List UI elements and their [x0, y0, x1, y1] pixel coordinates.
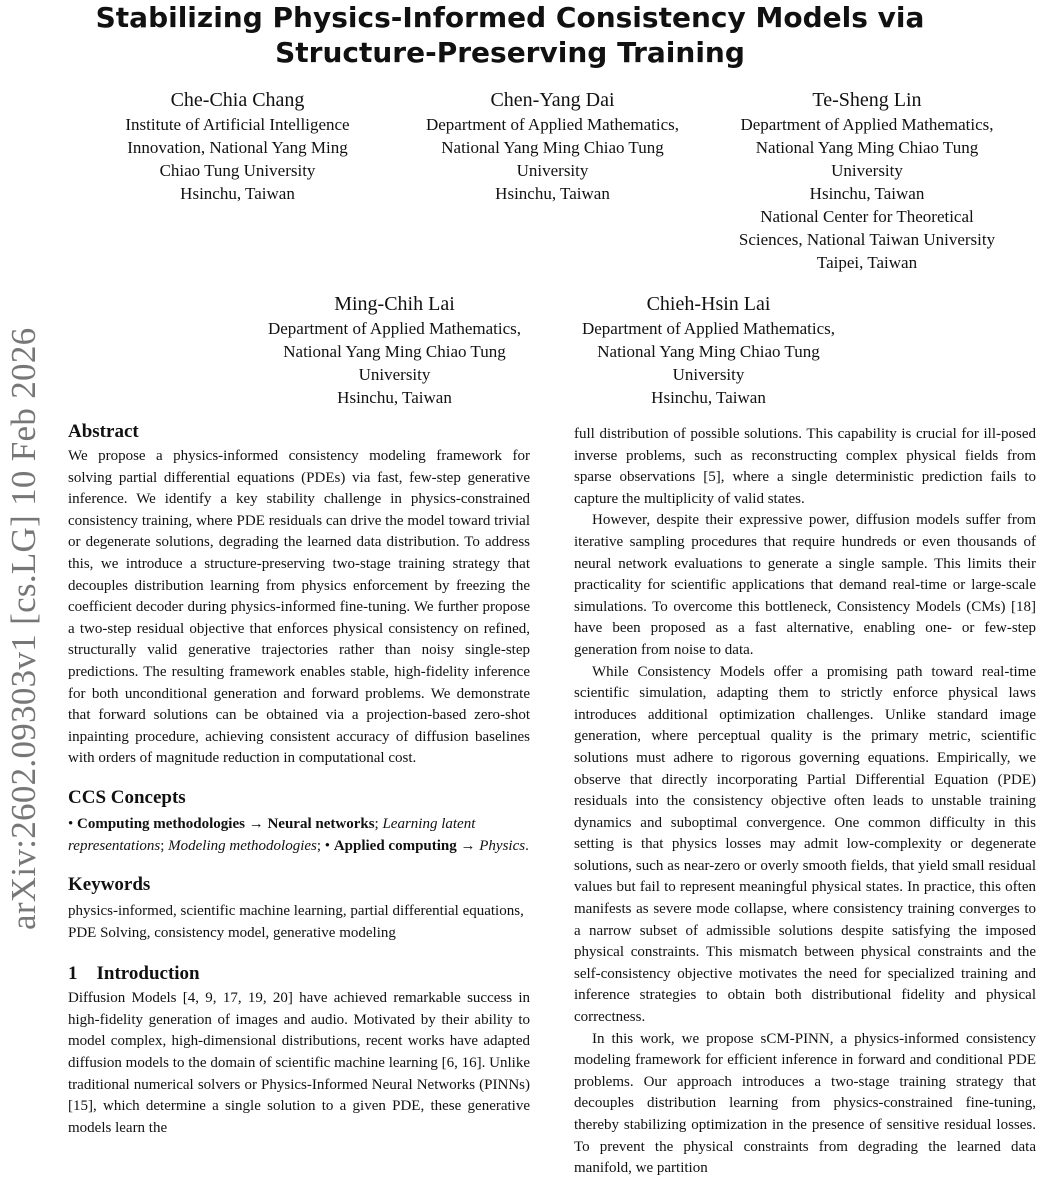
ccs-concept: Modeling methodologies [168, 837, 317, 854]
affiliation-line: Department of Applied Mathematics, [740, 115, 994, 134]
keywords-text: physics-informed, scientific machine learning, partial differential equations, PDE Solving, consistency model, generative modeling [68, 903, 524, 941]
author-block-5 [556, 292, 861, 409]
author-name: Chieh-Hsin Lai [646, 293, 771, 315]
ccs-bullet: • [68, 815, 74, 832]
author-name: Te-Sheng Lin [812, 89, 922, 111]
author-block-3 [712, 88, 1022, 274]
affiliation-line: Taipei, Taiwan [816, 253, 918, 272]
affiliation-line: Hsinchu, Taiwan [809, 184, 925, 203]
body-paragraph: In this work, we propose sCM-PINN, a physics-informed consistency modeling framework for efficient inference in forward and conditional PDE problems. Our approach introduces a two-stage training strategy that decouples distribution learning from physics-constrained fine-tuning, thereby stabilizing optimization in the presence of sensitive residual losses. To prevent the physical constraints from degrading the learned data manifold, we partition [574, 1030, 1036, 1177]
introduction-heading: 1 Introduction [68, 963, 200, 985]
affiliation-line: University [831, 161, 903, 180]
affiliation-line: Hsinchu, Taiwan [495, 184, 610, 203]
paper-title [60, 0, 960, 70]
abstract-heading: Abstract [68, 421, 139, 442]
ccs-concept: Computing methodologies [77, 815, 245, 832]
ccs-concept: Learning latent representations [68, 815, 476, 854]
affiliation-line: University [672, 365, 745, 384]
ccs-concept: Applied computing [333, 837, 457, 854]
ccs-arrow: → [460, 837, 476, 854]
affiliation-line: Hsinchu, Taiwan [337, 388, 452, 407]
ccs-concept: Neural networks [267, 815, 375, 832]
affiliation-line: Institute of Artificial Intelligence [125, 115, 350, 134]
affiliation-line: National Center for Theoretical [760, 207, 974, 226]
left-column [68, 420, 530, 1139]
ccs-concepts [68, 814, 530, 857]
right-column [574, 424, 1036, 1180]
author-block-1 [100, 88, 375, 205]
author-block-4 [242, 292, 547, 409]
ccs-arrow: → [248, 815, 264, 832]
ccs-concept: Physics [479, 837, 526, 854]
affiliation-line: National Yang Ming Chiao Tung [441, 138, 664, 157]
ccs-separator: ; [316, 837, 322, 854]
author-name: Chen-Yang Dai [490, 89, 615, 111]
title-line-1: Stabilizing Physics-Informed Consistency Models via [95, 1, 925, 34]
keywords-heading: Keywords [68, 874, 151, 896]
affiliation-line: Department of Applied Mathematics, [267, 319, 522, 338]
ccs-separator: ; [374, 815, 379, 832]
author-name: Che-Chia Chang [170, 89, 305, 111]
intro-paragraph: Diffusion Models [4, 9, 17, 19, 20] have achieved remarkable success in high-fidelity generation of images and audio. Motivated by their ability to model complex, high-dimensional distributions, recent works have adapted diffusion models to the domain of scientific machine learning [6, 16]. Unlike traditional numerical solvers or Physics-Informed Neural Networks (PINNs) [15], which determine a single solution to a given PDE, these generative models learn the [68, 990, 530, 1136]
body-paragraph: While Consistency Models offer a promising path toward real-time scientific simulation, adapting them to strictly enforce physical laws introduces additional optimization challenges. Unlike standard image generation, where perceptual quality is the primary metric, scientific solutions must adhere to rigorous governing equations. Empirically, we observe that directly incorporating Partial Differential Equation (PDE) residuals into the consistency objective often leads to unstable training dynamics and suboptimal convergence. One common difficulty in this setting is that physics losses may admit low-complexity or degenerate solutions, such as near-zero or overly smooth fields, that yield small residual values but fail to represent meaningful physical states. In practice, this often manifests as severe mode collapse, where consistency training converges to a narrow subset of admissible solutions despite satisfying the imposed physical constraints. This mismatch between physical constraints and the self-consistency objective motivates the need for specialized training and inference strategies to obtain both distributional fidelity and physical correctness. [574, 663, 1036, 1026]
affiliation-line: Chiao Tung University [159, 161, 316, 180]
affiliation-line: National Yang Ming Chiao Tung [283, 342, 506, 361]
ccs-separator: ; [160, 837, 165, 854]
affiliation-line: National Yang Ming Chiao Tung [755, 138, 979, 157]
affiliation-line: University [358, 365, 431, 384]
ccs-bullet: • [324, 837, 331, 854]
arxiv-identifier: arXiv:2602.09303v1 [cs.LG] 10 Feb 2026 [4, 327, 43, 930]
ccs-heading: CCS Concepts [68, 786, 186, 808]
body-paragraph: full distribution of possible solutions. This capability is crucial for ill-posed inverse problems, such as reconstructing complex physical fields from sparse observations [5], where a single deterministic prediction fails to capture the multiplicity of valid states. [574, 426, 1036, 507]
author-name: Ming-Chih Lai [334, 293, 455, 315]
affiliation-line: Innovation, National Yang Ming [127, 138, 348, 157]
author-block-2 [400, 88, 705, 205]
affiliation-line: Hsinchu, Taiwan [180, 184, 295, 203]
abstract-text: We propose a physics-informed consistency modeling framework for solving partial differential equations (PDEs) via fast, few-step generative inference. We identify a key stability challenge in physics-constrained consistency training, where PDE residuals can drive the model toward trivial or degenerate solutions, degrading the learned data distribution. To address this, we introduce a structure-preserving two-stage training strategy that decouples distribution learning from physics enforcement by freezing the coefficient decoder during physics-informed fine-tuning. We further propose a two-step residual objective that enforces physical consistency on refined, structurally valid generative trajectories rather than noisy single-step predictions. The resulting framework enables stable, high-fidelity inference for both unconditional generation and forward problems. We demonstrate that forward solutions can be obtained via a projection-based zero-shot inpainting procedure, achieving consistent accuracy of diffusion baselines with orders of magnitude reduction in computational cost. [68, 448, 530, 767]
affiliation-line: Sciences, National Taiwan University [738, 230, 996, 249]
title-line-2: Structure-Preserving Training [275, 36, 745, 69]
affiliation-line: Department of Applied Mathematics, [425, 115, 680, 134]
body-paragraph: However, despite their expressive power, diffusion models suffer from iterative sampling procedures that require hundreds or even thousands of neural network evaluations to generate a single sample. This limits their practicality for scientific applications that demand real-time or large-scale simulations. To overcome this bottleneck, Consistency Models (CMs) [18] have been proposed as a fast alternative, enabling one- or few-step generation from noise to data. [574, 512, 1036, 658]
affiliation-line: Hsinchu, Taiwan [651, 388, 766, 407]
affiliation-line: National Yang Ming Chiao Tung [597, 342, 820, 361]
affiliation-line: University [516, 161, 589, 180]
ccs-end: . [525, 837, 529, 854]
affiliation-line: Department of Applied Mathematics, [581, 319, 836, 338]
